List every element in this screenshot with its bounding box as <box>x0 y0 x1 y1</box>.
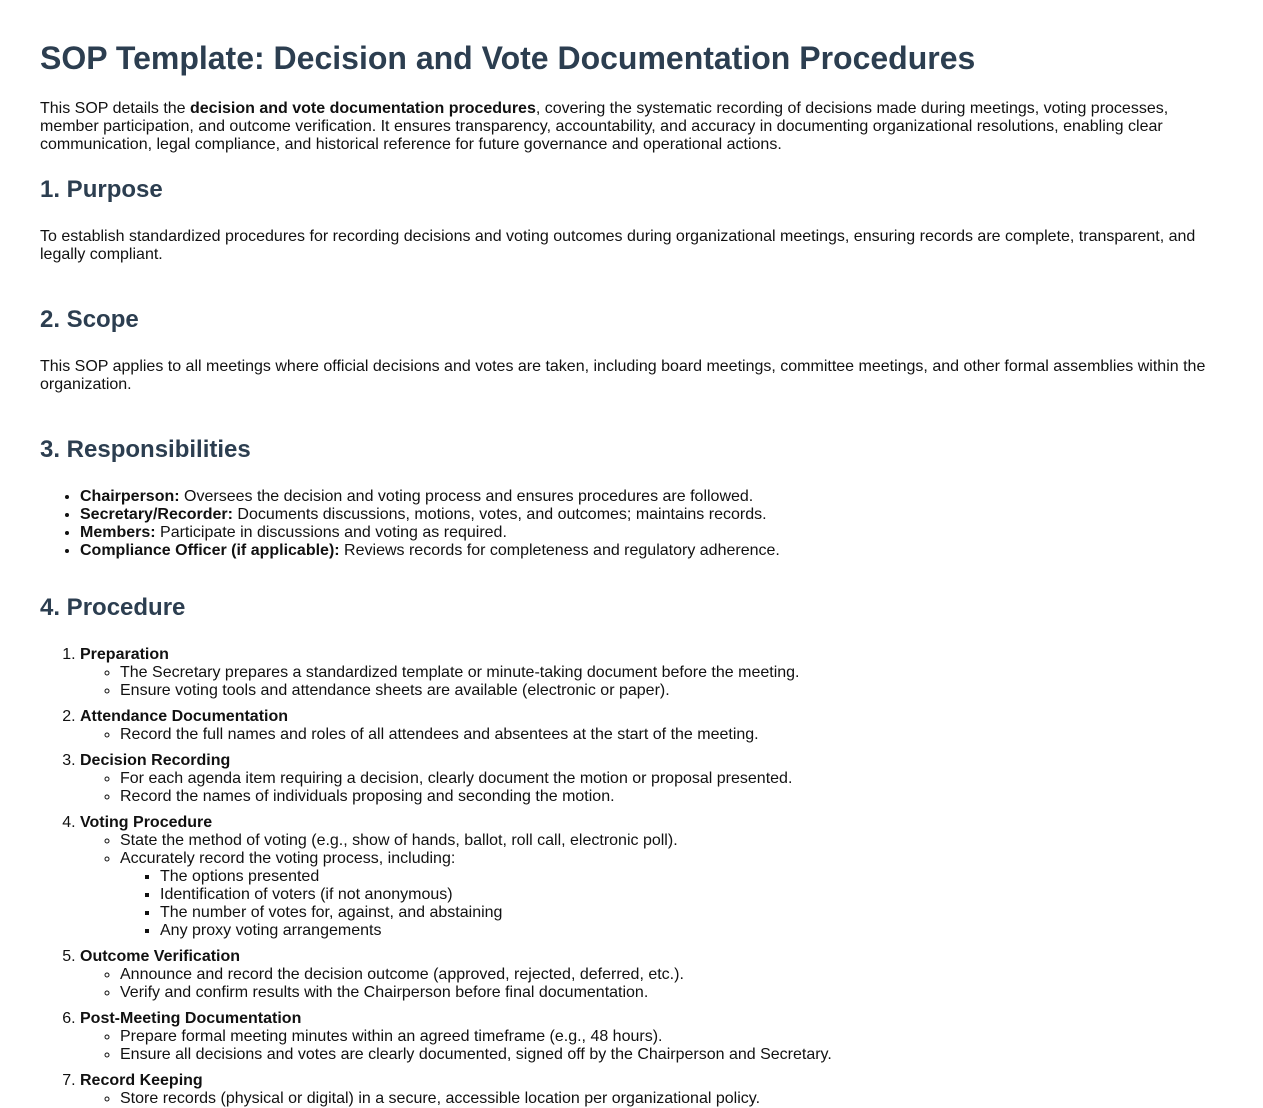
procedure-substeps <box>80 1028 1223 1064</box>
responsibility-item-secretary <box>80 506 1223 524</box>
procedure-substep: ◦ The Secretary prepares a standardized template or minute-taking document before the meeting. <box>120 664 1223 682</box>
procedure-step-decision-recording <box>80 752 1223 806</box>
procedure-step-title: Voting Procedure <box>80 814 213 831</box>
procedure-substep-with-list <box>120 850 1223 940</box>
intro-text-after: , covering the systematic recording of decisions made during meetings, voting processes, member participation, and outcome verification. It ensures transparency, accountability, and accuracy in documenting organizational resolutions, enabling clear communication, legal compliance, and historical reference for future governance and operational actions. <box>40 100 1169 153</box>
responsibilities-heading: 3. Responsibilities <box>40 436 251 463</box>
procedure-substep: ◦ State the method of voting (e.g., show of hands, ballot, roll call, electronic poll). <box>120 832 1223 850</box>
purpose-text: To establish standardized procedures for recording decisions and voting outcomes during organizational meetings, ensuring records are complete, transparent, and legally compliant. <box>40 228 1196 263</box>
responsibility-role: Chairperson: <box>80 488 180 505</box>
responsibility-role: Members: <box>80 524 156 541</box>
responsibility-item-chairperson <box>80 488 1223 506</box>
voting-detail-item: ▪ The options presented <box>160 868 1223 886</box>
procedure-substep: ◦ Prepare formal meeting minutes within an agreed timeframe (e.g., 48 hours). <box>120 1028 1223 1046</box>
procedure-substep: ◦ Ensure voting tools and attendance sheets are available (electronic or paper). <box>120 682 1223 700</box>
procedure-substep: ◦ Verify and confirm results with the Chairperson before final documentation. <box>120 984 1223 1002</box>
scope-text: This SOP applies to all meetings where official decisions and votes are taken, including board meetings, committee meetings, and other formal assemblies within the organization. <box>40 358 1206 393</box>
procedure-step-preparation <box>80 646 1223 700</box>
voting-detail-item: ▪ Identification of voters (if not anonymous) <box>160 886 1223 904</box>
responsibility-item-compliance <box>80 542 1223 560</box>
procedure-substeps <box>80 832 1223 940</box>
procedure-substeps <box>80 726 1223 744</box>
procedure-substeps <box>80 664 1223 700</box>
procedure-substeps <box>80 1090 1223 1108</box>
procedure-step-title: Preparation <box>80 646 169 663</box>
procedure-substep-text: Accurately record the voting process, including: <box>120 850 456 867</box>
procedure-substeps <box>80 770 1223 806</box>
procedure-step-title: Outcome Verification <box>80 948 241 965</box>
intro-text-bold: decision and vote documentation procedures <box>190 100 536 117</box>
procedure-step-title: Record Keeping <box>80 1072 203 1089</box>
responsibilities-list <box>40 488 1223 560</box>
procedure-substep: ◦ Ensure all decisions and votes are clearly documented, signed off by the Chairperson and Secretary. <box>120 1046 1223 1064</box>
page-title: SOP Template: Decision and Vote Documentation Procedures <box>40 40 976 76</box>
document <box>0 40 1263 1108</box>
procedure-substep: ◦ Announce and record the decision outcome (approved, rejected, deferred, etc.). <box>120 966 1223 984</box>
responsibility-role: Compliance Officer (if applicable): <box>80 542 340 559</box>
procedure-step-attendance <box>80 708 1223 744</box>
procedure-step-outcome-verification <box>80 948 1223 1002</box>
responsibility-item-members <box>80 524 1223 542</box>
procedure-substeps <box>80 966 1223 1002</box>
responsibility-text: Reviews records for completeness and regulatory adherence. <box>339 542 780 559</box>
purpose-heading: 1. Purpose <box>40 176 163 203</box>
procedure-substep: ◦ Record the names of individuals proposing and seconding the motion. <box>120 788 1223 806</box>
procedure-step-record-keeping <box>80 1072 1223 1108</box>
procedure-step-title: Decision Recording <box>80 752 231 769</box>
voting-detail-item: ▪ The number of votes for, against, and abstaining <box>160 904 1223 922</box>
procedure-substep: ◦ Record the full names and roles of all attendees and absentees at the start of the meeting. <box>120 726 1223 744</box>
procedure-step-title: Post-Meeting Documentation <box>80 1010 302 1027</box>
responsibility-role: Secretary/Recorder: <box>80 506 233 523</box>
responsibility-text: Documents discussions, motions, votes, and outcomes; maintains records. <box>232 506 767 523</box>
voting-detail-item: ▪ Any proxy voting arrangements <box>160 922 1223 940</box>
scope-heading: 2. Scope <box>40 306 139 333</box>
procedure-substep: ◦ Store records (physical or digital) in a secure, accessible location per organizational policy. <box>120 1090 1223 1108</box>
procedure-list <box>40 646 1223 1108</box>
responsibility-text: Oversees the decision and voting process and ensures procedures are followed. <box>179 488 754 505</box>
procedure-heading: 4. Procedure <box>40 594 186 621</box>
responsibility-text: Participate in discussions and voting as required. <box>155 524 507 541</box>
procedure-step-voting <box>80 814 1223 940</box>
intro-paragraph <box>40 100 1223 154</box>
procedure-step-post-meeting <box>80 1010 1223 1064</box>
procedure-step-title: Attendance Documentation <box>80 708 289 725</box>
intro-text-before: This SOP details the <box>40 100 190 117</box>
procedure-substep: ◦ For each agenda item requiring a decision, clearly document the motion or proposal presented. <box>120 770 1223 788</box>
voting-record-details <box>120 868 1223 940</box>
